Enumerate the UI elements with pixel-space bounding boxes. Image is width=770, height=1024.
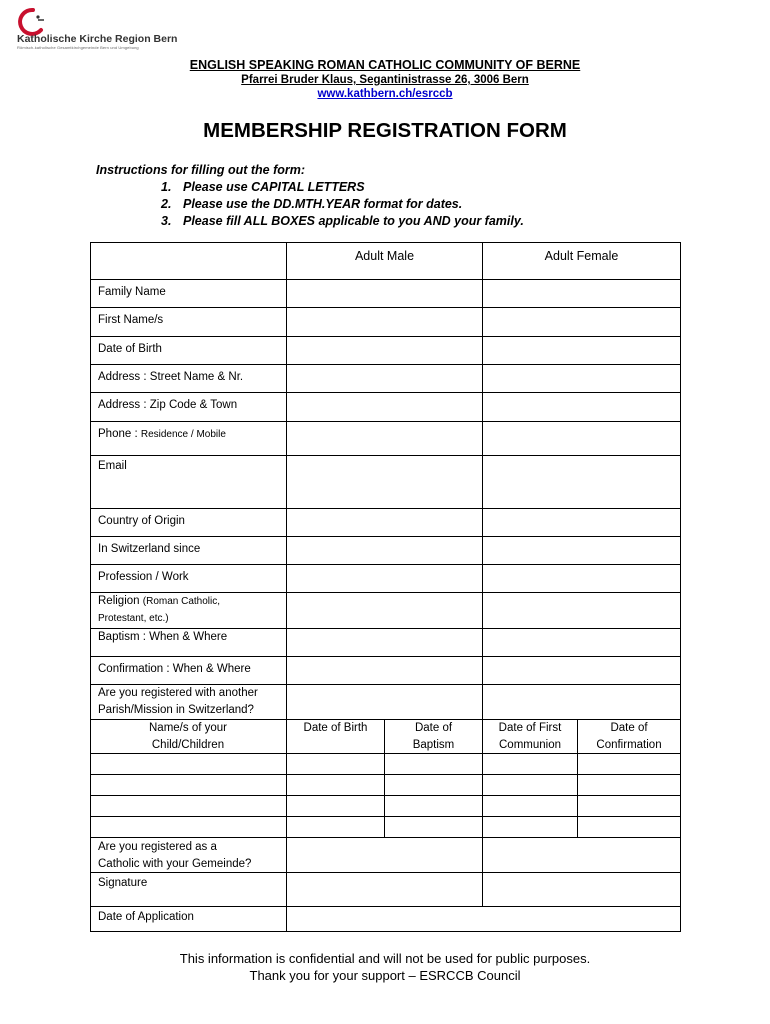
field-female-phone[interactable] bbox=[483, 422, 681, 456]
field-male-switzerland-since[interactable] bbox=[287, 537, 483, 565]
child-col-dob: Date of Birth bbox=[287, 720, 385, 754]
instruction-number: 3. bbox=[161, 214, 172, 228]
field-male-other-parish[interactable] bbox=[287, 685, 483, 720]
instruction-text: Please fill ALL BOXES applicable to you AND your family. bbox=[183, 214, 524, 228]
parish-label-line: Are you registered with another bbox=[98, 687, 258, 699]
col-header-adult-female: Adult Female bbox=[483, 242, 681, 280]
child-field-dob[interactable] bbox=[287, 754, 385, 775]
logo-tagline: Römisch-katholische Gesamtkirchgemeinde Bern und Umgebung bbox=[17, 45, 139, 50]
field-female-country[interactable] bbox=[483, 509, 681, 537]
field-male-profession[interactable] bbox=[287, 565, 483, 593]
footer bbox=[0, 950, 770, 984]
field-male-gemeinde[interactable] bbox=[287, 838, 483, 873]
label-email: Email bbox=[90, 456, 287, 509]
parish-address: Pfarrei Bruder Klaus, Segantinistrasse 26, 3006 Bern bbox=[241, 74, 529, 86]
child-col-communion bbox=[483, 720, 578, 754]
field-female-profession[interactable] bbox=[483, 565, 681, 593]
child-header-line: Name/s of your bbox=[149, 722, 227, 734]
field-female-family-name[interactable] bbox=[483, 280, 681, 308]
registration-form-table bbox=[90, 242, 681, 932]
child-field-communion[interactable] bbox=[483, 775, 578, 796]
child-col-baptism bbox=[385, 720, 483, 754]
page-title: MEMBERSHIP REGISTRATION FORM bbox=[203, 119, 567, 142]
child-col-confirmation bbox=[578, 720, 681, 754]
instructions-heading: Instructions for filling out the form: bbox=[96, 163, 306, 177]
label-signature: Signature bbox=[90, 873, 287, 907]
instruction-text: Please use the DD.MTH.YEAR format for dates. bbox=[183, 197, 463, 211]
label-first-names: First Name/s bbox=[90, 308, 287, 337]
website-link[interactable]: www.kathbern.ch/esrccb bbox=[317, 88, 453, 100]
logo-name: Katholische Kirche Region Bern bbox=[17, 33, 178, 45]
child-header-line: Date of bbox=[610, 722, 648, 734]
gemeinde-label-line: Are you registered as a bbox=[98, 841, 217, 853]
instruction-number: 2. bbox=[161, 197, 172, 211]
child-field-baptism[interactable] bbox=[385, 775, 483, 796]
child-field-dob[interactable] bbox=[287, 775, 385, 796]
field-female-street[interactable] bbox=[483, 365, 681, 393]
header-blank-cell bbox=[90, 242, 287, 280]
label-country-of-origin: Country of Origin bbox=[90, 509, 287, 537]
field-female-confirmation[interactable] bbox=[483, 657, 681, 685]
field-female-first-names[interactable] bbox=[483, 308, 681, 337]
religion-label-sub: (Roman Catholic, bbox=[142, 596, 221, 607]
child-field-communion[interactable] bbox=[483, 754, 578, 775]
label-confirmation: Confirmation : When & Where bbox=[90, 657, 287, 685]
field-male-zip-town[interactable] bbox=[287, 393, 483, 422]
field-male-baptism[interactable] bbox=[287, 629, 483, 657]
instruction-number: 1. bbox=[161, 180, 172, 194]
child-field-confirmation[interactable] bbox=[578, 754, 681, 775]
field-female-baptism[interactable] bbox=[483, 629, 681, 657]
col-header-adult-male: Adult Male bbox=[287, 242, 483, 280]
field-female-date-of-birth[interactable] bbox=[483, 337, 681, 365]
field-male-email[interactable] bbox=[287, 456, 483, 509]
phone-label-sub: Residence / Mobile bbox=[140, 429, 226, 440]
field-female-signature[interactable] bbox=[483, 873, 681, 907]
field-male-signature[interactable] bbox=[287, 873, 483, 907]
child-field-name[interactable] bbox=[90, 775, 287, 796]
field-female-zip-town[interactable] bbox=[483, 393, 681, 422]
field-male-country[interactable] bbox=[287, 509, 483, 537]
child-field-confirmation[interactable] bbox=[578, 796, 681, 817]
label-registered-gemeinde bbox=[90, 838, 287, 873]
instruction-text: Please use CAPITAL LETTERS bbox=[183, 180, 365, 194]
child-field-name[interactable] bbox=[90, 754, 287, 775]
phone-label-main: Phone : bbox=[98, 428, 138, 440]
label-family-name: Family Name bbox=[90, 280, 287, 308]
child-field-baptism[interactable] bbox=[385, 754, 483, 775]
label-profession: Profession / Work bbox=[90, 565, 287, 593]
instructions-list bbox=[96, 179, 524, 230]
parish-label-line: Parish/Mission in Switzerland? bbox=[98, 704, 254, 716]
label-street: Address : Street Name & Nr. bbox=[90, 365, 287, 393]
child-field-confirmation[interactable] bbox=[578, 817, 681, 838]
child-header-line: Communion bbox=[499, 739, 561, 751]
field-female-email[interactable] bbox=[483, 456, 681, 509]
gemeinde-label-line: Catholic with your Gemeinde? bbox=[98, 858, 252, 870]
child-header-line: Child/Children bbox=[151, 739, 225, 751]
child-header-line: Baptism bbox=[412, 739, 455, 751]
instruction-item bbox=[161, 213, 524, 230]
field-female-switzerland-since[interactable] bbox=[483, 537, 681, 565]
instructions bbox=[96, 162, 524, 230]
child-field-name[interactable] bbox=[90, 817, 287, 838]
field-male-date-of-birth[interactable] bbox=[287, 337, 483, 365]
church-logo bbox=[14, 6, 234, 50]
label-baptism: Baptism : When & Where bbox=[90, 629, 287, 657]
child-header-line: Date of bbox=[414, 722, 453, 734]
field-date-of-application[interactable] bbox=[287, 907, 681, 932]
field-male-confirmation[interactable] bbox=[287, 657, 483, 685]
child-field-communion[interactable] bbox=[483, 796, 578, 817]
label-registered-other-parish bbox=[90, 685, 287, 720]
instruction-item bbox=[161, 179, 524, 196]
footer-confidential-note: This information is confidential and will not be used for public purposes. bbox=[179, 951, 591, 966]
footer-thanks: Thank you for your support – ESRCCB Council bbox=[249, 968, 521, 983]
child-field-baptism[interactable] bbox=[385, 796, 483, 817]
field-male-street[interactable] bbox=[287, 365, 483, 393]
label-date-of-application: Date of Application bbox=[90, 907, 287, 932]
child-header-line: Confirmation bbox=[596, 739, 662, 751]
organization-name: ENGLISH SPEAKING ROMAN CATHOLIC COMMUNITY OF BERNE bbox=[189, 58, 581, 72]
field-female-other-parish[interactable] bbox=[483, 685, 681, 720]
field-female-gemeinde[interactable] bbox=[483, 838, 681, 873]
field-male-first-names[interactable] bbox=[287, 308, 483, 337]
child-field-communion[interactable] bbox=[483, 817, 578, 838]
child-field-name[interactable] bbox=[90, 796, 287, 817]
label-in-switzerland-since: In Switzerland since bbox=[90, 537, 287, 565]
label-zip-town: Address : Zip Code & Town bbox=[90, 393, 287, 422]
child-field-dob[interactable] bbox=[287, 817, 385, 838]
child-header-line: Date of First bbox=[498, 722, 562, 734]
child-field-dob[interactable] bbox=[287, 796, 385, 817]
label-date-of-birth: Date of Birth bbox=[90, 337, 287, 365]
label-phone bbox=[90, 422, 287, 456]
instruction-item bbox=[161, 196, 524, 213]
religion-label-main: Religion bbox=[98, 595, 140, 607]
child-field-baptism[interactable] bbox=[385, 817, 483, 838]
religion-label-sub: Protestant, etc.) bbox=[98, 613, 169, 624]
field-male-phone[interactable] bbox=[287, 422, 483, 456]
field-female-religion[interactable] bbox=[483, 593, 681, 629]
field-male-religion[interactable] bbox=[287, 593, 483, 629]
child-col-names bbox=[90, 720, 287, 754]
church-logo-mark-icon bbox=[14, 6, 54, 36]
child-field-confirmation[interactable] bbox=[578, 775, 681, 796]
label-religion bbox=[90, 593, 287, 629]
field-male-family-name[interactable] bbox=[287, 280, 483, 308]
